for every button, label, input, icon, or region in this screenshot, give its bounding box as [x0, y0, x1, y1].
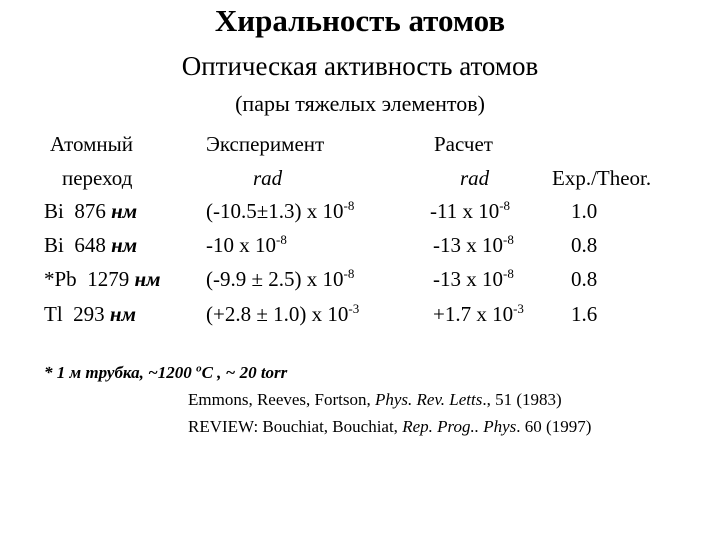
row-unit: нм	[109, 302, 136, 326]
row-unit: нм	[134, 267, 161, 291]
row-experiment: (-10.5±1.3) x $10^{-8}$	[206, 198, 355, 223]
row-ratio: 0.8	[571, 233, 598, 257]
page-subtitle-note: (пары тяжелых элементов)	[235, 91, 485, 116]
row-calculation: -13 x $10^{-8}$	[433, 232, 514, 257]
row-calculation: -13 x $10^{-8}$	[433, 266, 514, 291]
header-ratio: Exp./Theor.	[552, 166, 652, 190]
row-element: Bi	[44, 233, 64, 257]
header-atomic: Атомный	[50, 132, 133, 156]
reference-emmons: Emmons, Reeves, Fortson, Phys. Rev. Letts., 51 (1983)	[188, 390, 562, 409]
row-ratio: 1.6	[571, 302, 598, 326]
header-calc-unit: rad	[460, 166, 490, 190]
row-experiment: (+2.8 ± 1.0) x $10^{-3}$	[206, 301, 360, 326]
table-row	[44, 234, 137, 257]
row-ratio: 1.0	[571, 199, 598, 223]
page-subtitle: Оптическая активность атомов	[181, 51, 539, 81]
row-element: *Pb	[44, 267, 77, 291]
header-experiment: Эксперимент	[206, 132, 325, 156]
table-row	[44, 303, 136, 326]
reference-review: REVIEW: Bouchiat, Bouchiat, Rep. Prog.. Phys. 60 (1997)	[188, 417, 592, 436]
row-calculation: -11 x $10^{-8}$	[430, 198, 511, 223]
row-unit: нм	[111, 199, 138, 223]
row-unit: нм	[111, 233, 138, 257]
header-exp-unit: rad	[253, 166, 283, 190]
header-transition: переход	[62, 166, 133, 190]
row-wavelength: 876	[74, 199, 106, 223]
row-element: Tl	[44, 302, 63, 326]
row-experiment: (-9.9 ± 2.5) x $10^{-8}$	[206, 266, 355, 291]
row-ratio: 0.8	[571, 267, 598, 291]
row-wavelength: 648	[74, 233, 106, 257]
row-element: Bi	[44, 199, 64, 223]
row-experiment: -10 x $10^{-8}$	[206, 232, 287, 257]
row-calculation: +1.7 x $10^{-3}$	[433, 301, 524, 326]
header-calculation: Расчет	[434, 132, 493, 156]
row-wavelength: 293	[73, 302, 105, 326]
footnote: * 1 м трубка, ~1200 $^o$C , ~ 20 torr	[44, 362, 288, 382]
page-title: Хиральность атомов	[214, 3, 506, 38]
table-row	[44, 200, 137, 223]
table-row	[44, 268, 160, 291]
row-wavelength: 1279	[87, 267, 130, 291]
